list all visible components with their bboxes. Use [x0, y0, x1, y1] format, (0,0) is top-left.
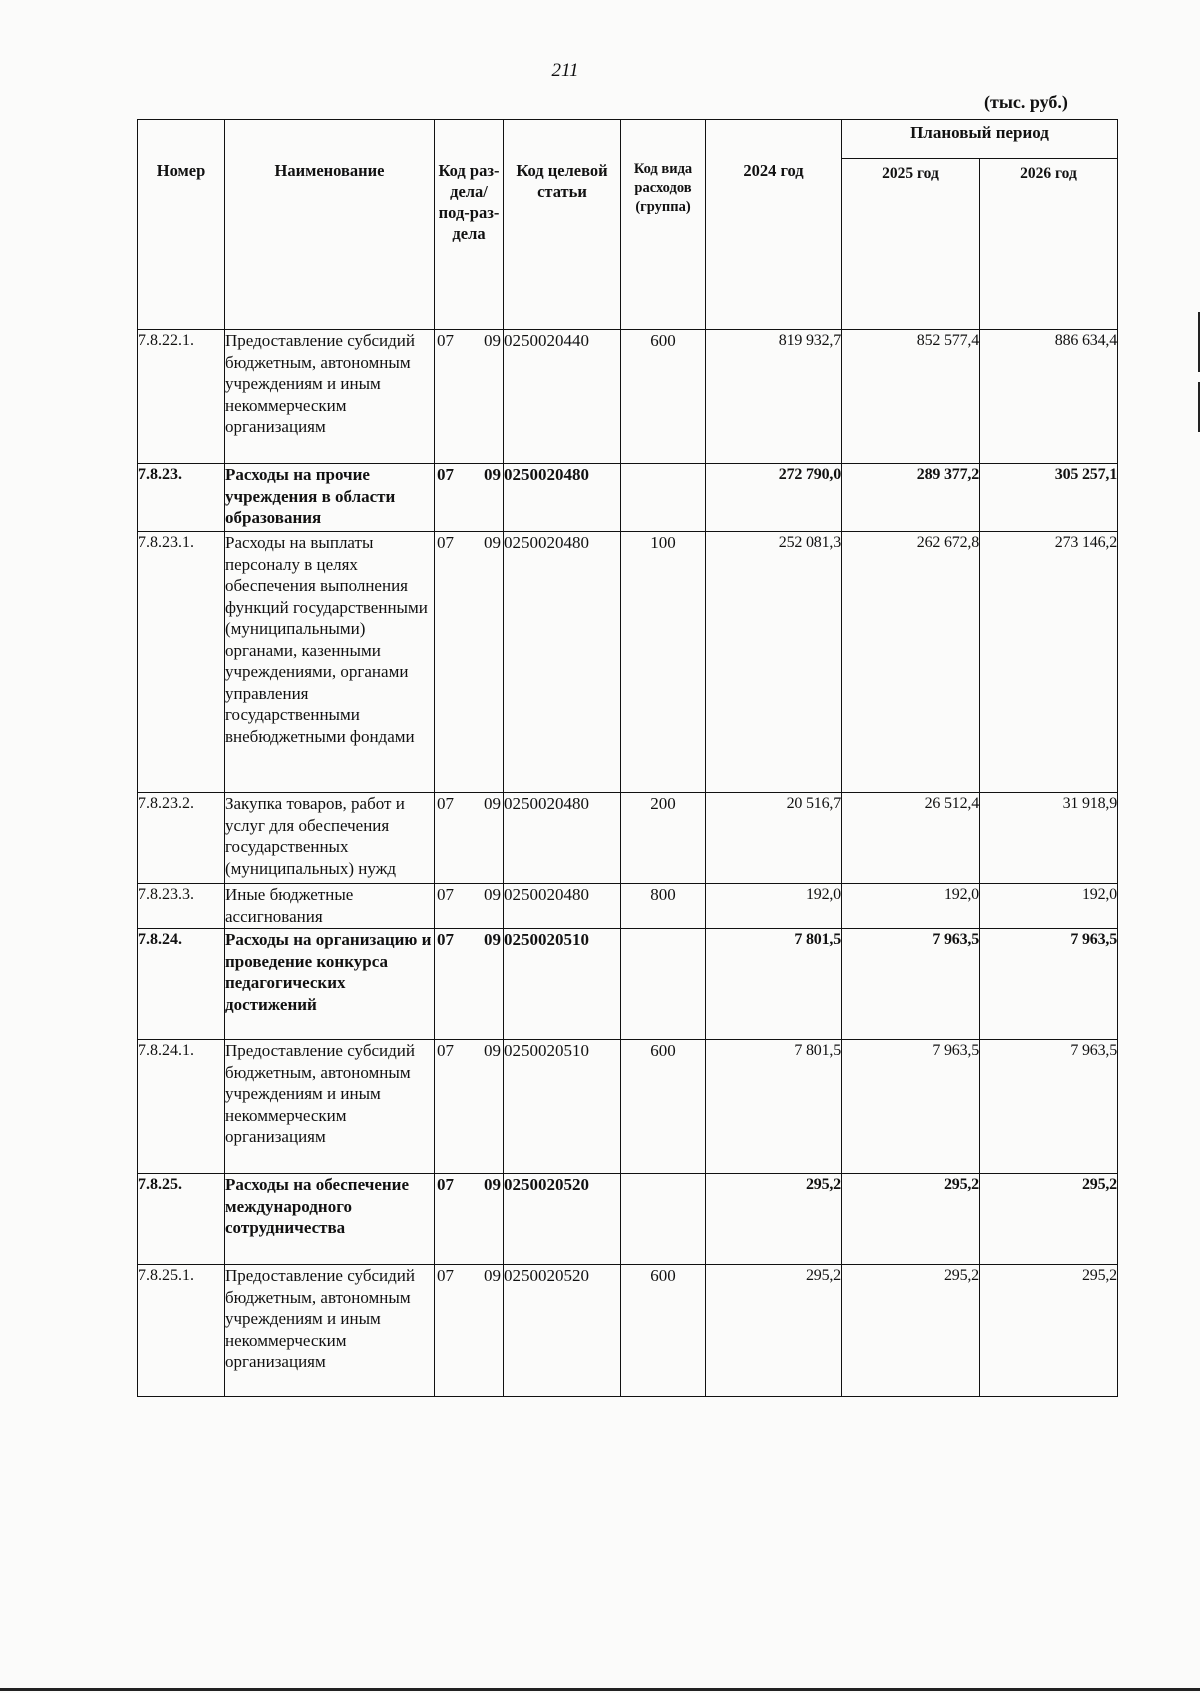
subsection-code: 09 [484, 1041, 501, 1060]
table-row [138, 1040, 1118, 1174]
header-section: Код раз-дела/ под-раз-дела [435, 120, 504, 330]
row-name: Предоставление субсидий бюджетным, автономным учреждениям и иным некоммерческим организациям [225, 330, 435, 464]
row-target-code: 0250020480 [504, 884, 621, 929]
table-row [138, 330, 1118, 464]
subsection-code: 09 [484, 1175, 501, 1194]
row-number: 7.8.23.3. [138, 884, 225, 929]
row-expense-type: 600 [621, 330, 706, 464]
row-target-code: 0250020480 [504, 793, 621, 884]
section-code: 07 [437, 465, 454, 484]
row-name: Предоставление субсидий бюджетным, автономным учреждениям и иным некоммерческим организациям [225, 1040, 435, 1174]
section-code: 07 [437, 533, 454, 552]
table-row [138, 1265, 1118, 1397]
row-expense-type: 100 [621, 532, 706, 793]
units-label: (тыс. руб.) [984, 92, 1068, 112]
row-2026: 273 146,2 [980, 532, 1118, 793]
row-section [435, 884, 504, 929]
table-row [138, 793, 1118, 884]
row-2025: 295,2 [842, 1265, 980, 1397]
section-code: 07 [437, 331, 454, 350]
row-expense-type: 200 [621, 793, 706, 884]
row-name: Расходы на выплаты персоналу в целях обеспечения выполнения функций государственными (муниципальными) органами, казенными учреждениями, органами управления государственными внебюджетными фондами [225, 532, 435, 793]
table-row [138, 464, 1118, 532]
row-number: 7.8.24.1. [138, 1040, 225, 1174]
row-2024: 20 516,7 [706, 793, 842, 884]
row-expense-type: 600 [621, 1040, 706, 1174]
section-code: 07 [437, 1266, 454, 1285]
table-header [138, 120, 1118, 330]
row-section [435, 532, 504, 793]
header-name: Наименование [225, 120, 435, 330]
header-2026: 2026 год [980, 159, 1118, 330]
budget-table [137, 119, 1118, 1397]
row-expense-type [621, 464, 706, 532]
header-expense-type: Код вида расходов (группа) [621, 120, 706, 330]
row-number: 7.8.25. [138, 1174, 225, 1265]
subsection-code: 09 [484, 794, 501, 813]
row-expense-type: 600 [621, 1265, 706, 1397]
row-target-code: 0250020510 [504, 929, 621, 1040]
row-section [435, 330, 504, 464]
row-2024: 295,2 [706, 1174, 842, 1265]
row-number: 7.8.23. [138, 464, 225, 532]
row-2025: 289 377,2 [842, 464, 980, 532]
row-target-code: 0250020480 [504, 532, 621, 793]
row-section [435, 1174, 504, 1265]
table-row [138, 532, 1118, 793]
row-target-code: 0250020520 [504, 1174, 621, 1265]
header-2025: 2025 год [842, 159, 980, 330]
row-2026: 305 257,1 [980, 464, 1118, 532]
table-row [138, 1174, 1118, 1265]
header-target: Код целевой статьи [504, 120, 621, 330]
section-code: 07 [437, 1175, 454, 1194]
row-expense-type: 800 [621, 884, 706, 929]
row-2024: 295,2 [706, 1265, 842, 1397]
row-target-code: 0250020480 [504, 464, 621, 532]
row-name: Иные бюджетные ассигнования [225, 884, 435, 929]
row-2025: 295,2 [842, 1174, 980, 1265]
header-2024: 2024 год [706, 120, 842, 330]
row-2026: 7 963,5 [980, 929, 1118, 1040]
row-name: Предоставление субсидий бюджетным, автономным учреждениям и иным некоммерческим организациям [225, 1265, 435, 1397]
row-section [435, 793, 504, 884]
row-expense-type [621, 929, 706, 1040]
table-row [138, 884, 1118, 929]
row-2024: 7 801,5 [706, 929, 842, 1040]
row-expense-type [621, 1174, 706, 1265]
row-2026: 295,2 [980, 1174, 1118, 1265]
row-target-code: 0250020510 [504, 1040, 621, 1174]
subsection-code: 09 [484, 1266, 501, 1285]
row-number: 7.8.25.1. [138, 1265, 225, 1397]
page-number: 211 [551, 60, 579, 81]
row-2024: 7 801,5 [706, 1040, 842, 1174]
row-2025: 7 963,5 [842, 1040, 980, 1174]
subsection-code: 09 [484, 930, 501, 949]
row-2025: 192,0 [842, 884, 980, 929]
row-2024: 819 932,7 [706, 330, 842, 464]
row-2025: 7 963,5 [842, 929, 980, 1040]
row-2026: 295,2 [980, 1265, 1118, 1397]
row-number: 7.8.22.1. [138, 330, 225, 464]
row-section [435, 929, 504, 1040]
row-2026: 886 634,4 [980, 330, 1118, 464]
header-number: Номер [138, 120, 225, 330]
scan-bottom-edge [0, 1688, 1200, 1691]
row-2025: 26 512,4 [842, 793, 980, 884]
subsection-code: 09 [484, 465, 501, 484]
section-code: 07 [437, 885, 454, 904]
row-2024: 252 081,3 [706, 532, 842, 793]
row-section [435, 464, 504, 532]
table-row [138, 929, 1118, 1040]
row-number: 7.8.23.1. [138, 532, 225, 793]
row-2025: 262 672,8 [842, 532, 980, 793]
subsection-code: 09 [484, 533, 501, 552]
row-name: Расходы на прочие учреждения в области образования [225, 464, 435, 532]
row-target-code: 0250020520 [504, 1265, 621, 1397]
subsection-code: 09 [484, 331, 501, 350]
row-number: 7.8.23.2. [138, 793, 225, 884]
row-2024: 272 790,0 [706, 464, 842, 532]
row-2025: 852 577,4 [842, 330, 980, 464]
row-name: Расходы на организацию и проведение конкурса педагогических достижений [225, 929, 435, 1040]
row-section [435, 1265, 504, 1397]
row-2024: 192,0 [706, 884, 842, 929]
section-code: 07 [437, 794, 454, 813]
row-2026: 7 963,5 [980, 1040, 1118, 1174]
section-code: 07 [437, 1041, 454, 1060]
row-target-code: 0250020440 [504, 330, 621, 464]
row-2026: 192,0 [980, 884, 1118, 929]
section-code: 07 [437, 930, 454, 949]
row-name: Закупка товаров, работ и услуг для обеспечения государственных (муниципальных) нужд [225, 793, 435, 884]
row-name: Расходы на обеспечение международного сотрудничества [225, 1174, 435, 1265]
header-planned-period: Плановый период [842, 120, 1118, 159]
subsection-code: 09 [484, 885, 501, 904]
row-section [435, 1040, 504, 1174]
row-2026: 31 918,9 [980, 793, 1118, 884]
row-number: 7.8.24. [138, 929, 225, 1040]
